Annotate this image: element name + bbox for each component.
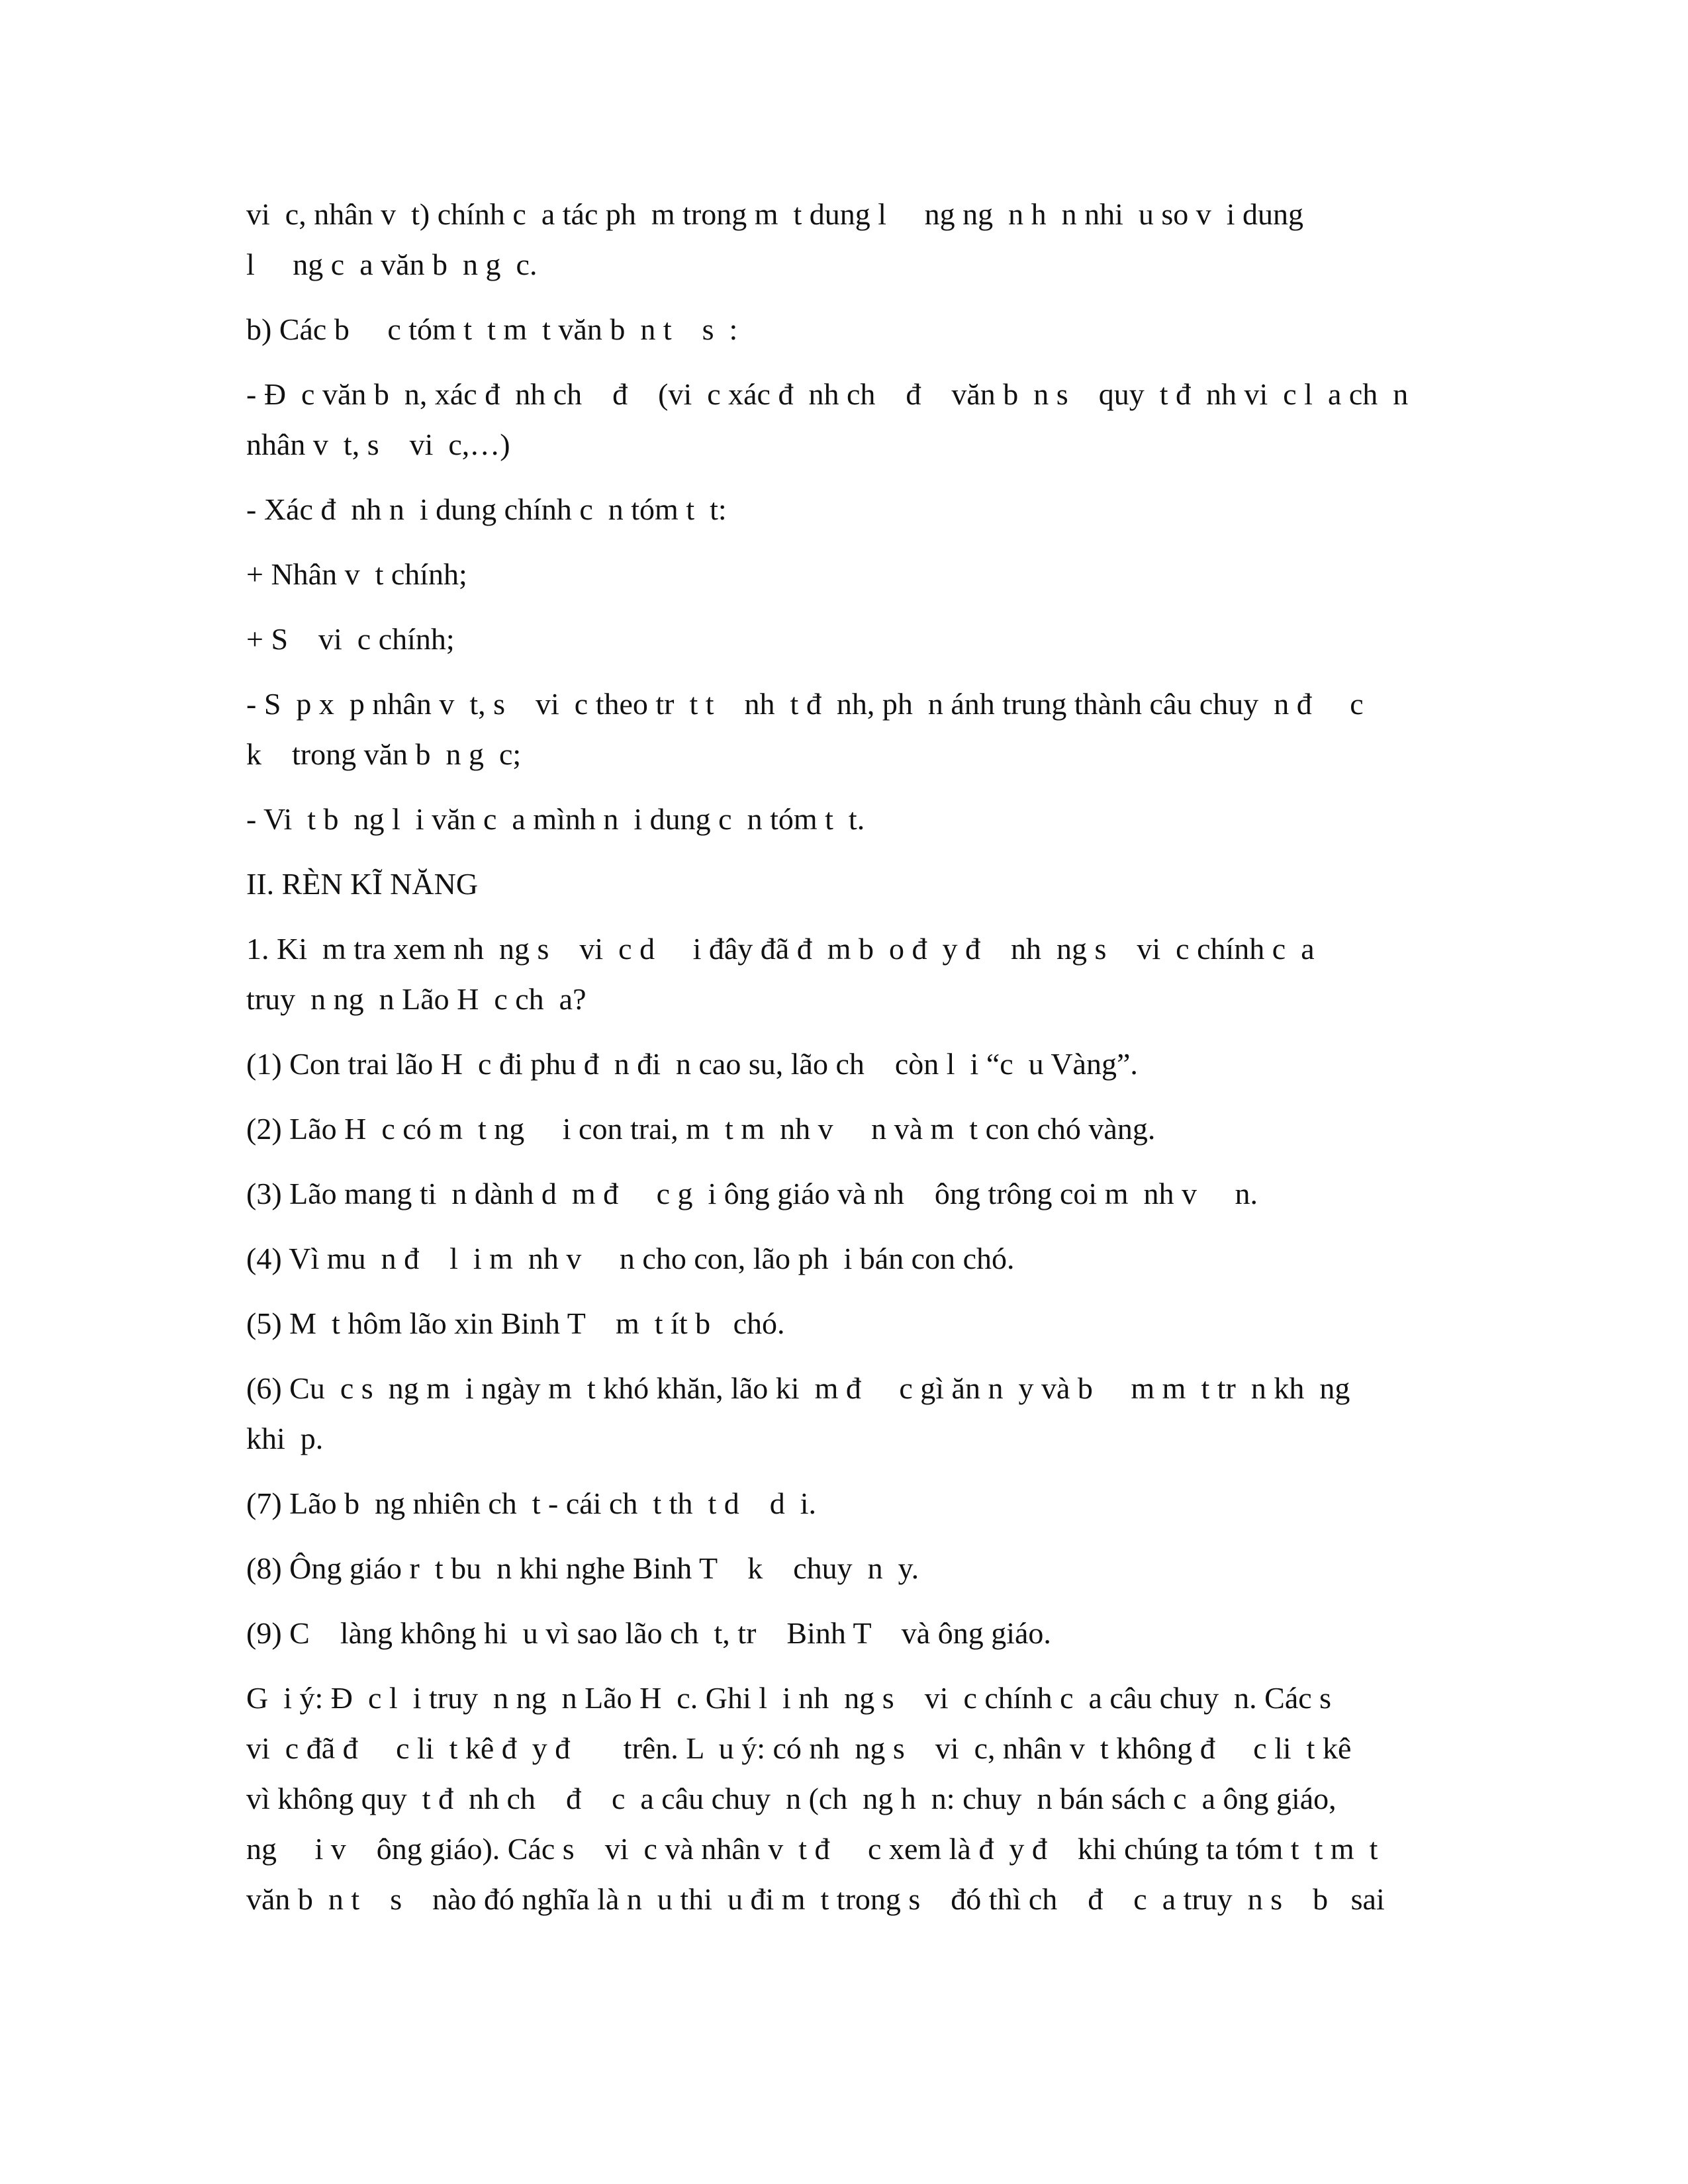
- step-3-line-1: - S p x p nhân v t, s vi c theo tr t t nh t đ nh, ph n ánh trung thành câu chuy n đ c: [246, 687, 1364, 721]
- intro-line-2: l ng c a văn b n g c.: [246, 248, 538, 281]
- step-2-main-event: + S vi c chính;: [246, 622, 455, 656]
- hint-line-4: ng i v ông giáo). Các s vi c và nhân v t đ c xem là đ y đ khi chúng ta tóm t t m t: [246, 1832, 1378, 1866]
- hint-line-3: vì không quy t đ nh ch đ c a câu chuy n (ch ng h n: chuy n bán sách c a ông giáo,: [246, 1782, 1336, 1815]
- event-9: (9) C làng không hi u vì sao lão ch t, tr Binh T và ông giáo.: [246, 1616, 1051, 1650]
- event-4: (4) Vì mu n đ l i m nh v n cho con, lão ph i bán con chó.: [246, 1242, 1015, 1275]
- intro-paragraph: [246, 189, 1444, 290]
- step-1: [246, 369, 1444, 470]
- event-2: (2) Lão H c có m t ng i con trai, m t m nh v n và m t con chó vàng.: [246, 1112, 1156, 1146]
- section-title: II. RÈN KĨ NĂNG: [246, 867, 479, 901]
- event-6-line-2: khi p.: [246, 1422, 324, 1455]
- step-3: [246, 679, 1444, 780]
- step-4: - Vi t b ng l i văn c a mình n i dung c n tóm t t.: [246, 802, 865, 836]
- hint-line-2: vi c đã đ c li t kê đ y đ trên. L u ý: có nh ng s vi c, nhân v t không đ c li t kê: [246, 1731, 1352, 1765]
- event-8: (8) Ông giáo r t bu n khi nghe Binh T k chuy n y.: [246, 1551, 919, 1585]
- event-6: [246, 1363, 1444, 1464]
- event-6-line-1: (6) Cu c s ng m i ngày m t khó khăn, lão ki m đ c gì ăn n y và b m m t tr n kh ng: [246, 1371, 1350, 1405]
- step-1-line-2: nhân v t, s vi c,…): [246, 428, 510, 461]
- question-1: [246, 924, 1444, 1024]
- document-page: [246, 189, 1444, 1939]
- hint-paragraph: [246, 1673, 1444, 1925]
- hint-line-1: G i ý: Đ c l i truy n ng n Lão H c. Ghi l i nh ng s vi c chính c a câu chuy n. Các s: [246, 1681, 1332, 1715]
- question-1-line-1: 1. Ki m tra xem nh ng s vi c d i đây đã đ m b o đ y đ nh ng s vi c chính c a: [246, 932, 1315, 966]
- step-1-line-1: - Đ c văn b n, xác đ nh ch đ (vi c xác đ nh ch đ văn b n s quy t đ nh vi c l a ch n: [246, 377, 1409, 411]
- steps-title: b) Các b c tóm t t m t văn b n t s :: [246, 312, 738, 346]
- event-1: (1) Con trai lão H c đi phu đ n đi n cao su, lão ch còn l i “c u Vàng”.: [246, 1047, 1138, 1081]
- intro-line-1: vi c, nhân v t) chính c a tác ph m trong m t dung l ng ng n h n nhi u so v i dung: [246, 197, 1304, 231]
- event-7: (7) Lão b ng nhiên ch t - cái ch t th t d d i.: [246, 1486, 817, 1520]
- step-2: - Xác đ nh n i dung chính c n tóm t t:: [246, 492, 727, 526]
- hint-line-5: văn b n t s nào đó nghĩa là n u thi u đi m t trong s đó thì ch đ c a truy n s b sai: [246, 1882, 1385, 1916]
- event-5: (5) M t hôm lão xin Binh T m t ít b chó.: [246, 1306, 785, 1340]
- step-3-line-2: k trong văn b n g c;: [246, 737, 522, 771]
- question-1-line-2: truy n ng n Lão H c ch a?: [246, 982, 586, 1016]
- event-3: (3) Lão mang ti n dành d m đ c g i ông giáo và nh ông trông coi m nh v n.: [246, 1177, 1258, 1210]
- step-2-main-character: + Nhân v t chính;: [246, 557, 467, 591]
